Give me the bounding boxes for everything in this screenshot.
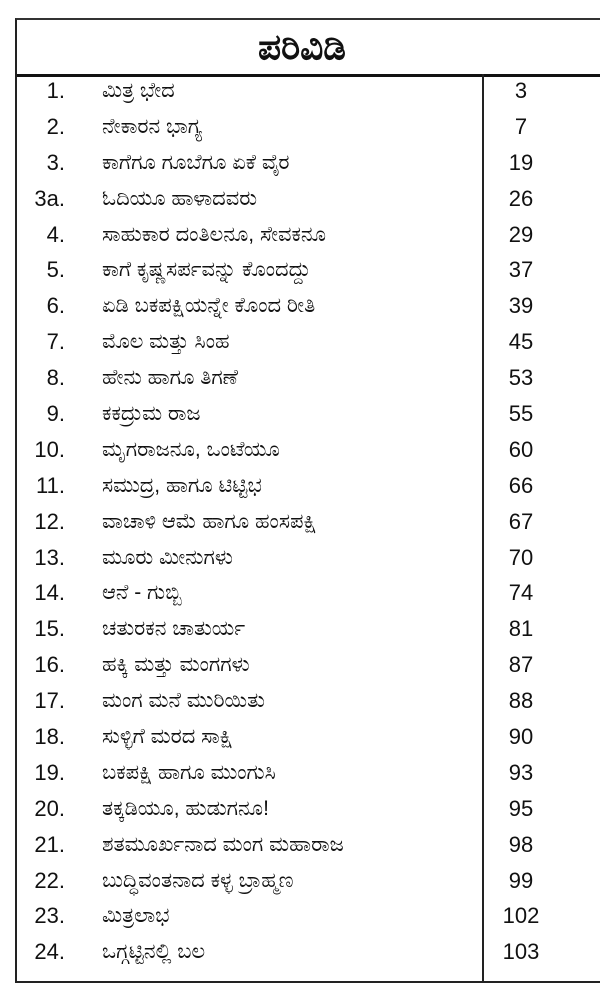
contents-row <box>17 324 600 360</box>
entry-title: ಹಕ್ಕಿ ಮತ್ತು ಮಂಗಗಳು <box>102 653 250 677</box>
contents-row <box>17 934 600 970</box>
contents-row <box>17 647 600 683</box>
entry-page-number: 39 <box>508 293 534 319</box>
entry-number: 4. <box>46 221 65 247</box>
contents-row <box>17 145 600 181</box>
entry-page-number: 66 <box>508 472 534 498</box>
contents-row <box>17 719 600 755</box>
entry-page-number: 99 <box>508 867 534 893</box>
entry-title: ಕಾಗೆ ಕೃಷ್ಣಸರ್ಪವನ್ನು ಕೊಂದದ್ದು <box>102 258 311 282</box>
entry-number: 9. <box>46 401 65 427</box>
entry-number: 7. <box>46 329 65 355</box>
contents-row <box>17 683 600 719</box>
entry-page-number: 3 <box>514 78 528 103</box>
contents-row <box>17 73 600 109</box>
page-title: ಪರಿವಿಡಿ <box>258 26 346 67</box>
entry-page-number: 70 <box>508 544 534 570</box>
contents-row <box>17 898 600 934</box>
entry-page-number: 19 <box>508 149 534 175</box>
entry-number: 13. <box>34 544 65 570</box>
entry-page-number: 53 <box>508 365 534 391</box>
entry-number: 20. <box>34 795 65 821</box>
entry-number: 24. <box>34 939 65 965</box>
entry-number: 10. <box>34 436 65 462</box>
entry-title: ಸಾಹುಕಾರ ದಂತಿಲನೂ, ಸೇವಕನೂ <box>102 222 326 246</box>
entry-number: 3a. <box>34 185 65 211</box>
entry-page-number: 98 <box>508 831 534 857</box>
entry-number: 5. <box>46 257 65 283</box>
contents-row <box>17 288 600 324</box>
contents-row <box>17 504 600 540</box>
contents-row <box>17 432 600 468</box>
entry-number: 18. <box>34 724 65 750</box>
entry-page-number: 95 <box>508 795 534 821</box>
entry-number: 19. <box>34 759 65 785</box>
entry-page-number: 55 <box>508 401 534 427</box>
entry-title: ಸಮುದ್ರ, ಹಾಗೂ ಟಿಟ್ಟಿಭ <box>102 473 262 497</box>
contents-row <box>17 611 600 647</box>
entry-title: ಆನೆ - ಗುಬ್ಬಿ <box>102 581 182 605</box>
entry-number: 22. <box>34 867 65 893</box>
entry-page-number: 37 <box>508 257 534 283</box>
entry-title: ಮೂರು ಮೀನುಗಳು <box>102 545 233 569</box>
entry-number: 11. <box>36 472 65 498</box>
entry-title: ಮಿತ್ರ ಭೇದ <box>102 79 175 102</box>
contents-row <box>17 217 600 253</box>
entry-number: 8. <box>46 365 65 391</box>
entry-page-number: 103 <box>502 939 540 965</box>
entry-title: ಬುದ್ಧಿವಂತನಾದ ಕಳ್ಳ ಬ್ರಾಹ್ಮಣ <box>102 868 294 892</box>
entry-page-number: 60 <box>508 436 534 462</box>
entry-page-number: 93 <box>508 759 534 785</box>
entry-number: 12. <box>34 508 65 534</box>
entry-page-number: 81 <box>508 616 534 642</box>
entry-number: 14. <box>34 580 65 606</box>
entry-title: ಮೊಲ ಮತ್ತು ಸಿಂಹ <box>102 330 230 354</box>
entry-number: 3. <box>46 149 65 175</box>
contents-row <box>17 791 600 827</box>
entry-number: 2. <box>46 113 65 139</box>
entry-page-number: 88 <box>508 688 534 714</box>
entry-page-number: 102 <box>502 903 540 929</box>
entry-number: 1. <box>46 78 65 103</box>
entry-title: ಶತಮೂರ್ಖನಾದ ಮಂಗ ಮಹಾರಾಜ <box>102 832 344 856</box>
entry-title: ಓದಿಯೂ ಹಾಳಾದವರು <box>102 186 258 210</box>
entry-title: ತಕ್ಕಡಿಯೂ, ಹುಡುಗನೂ! <box>102 796 269 820</box>
entry-page-number: 74 <box>508 580 534 606</box>
contents-row <box>17 252 600 288</box>
contents-row <box>17 755 600 791</box>
entry-number: 15. <box>34 616 65 642</box>
entry-title: ಒಗ್ಗಟ್ಟಿನಲ್ಲಿ ಬಲ <box>102 940 206 964</box>
contents-row <box>17 181 600 217</box>
entry-number: 21. <box>34 831 65 857</box>
entry-title: ಚತುರಕನ ಚಾತುರ್ಯ <box>102 617 246 641</box>
contents-row <box>17 468 600 504</box>
entry-page-number: 45 <box>508 329 534 355</box>
entry-title: ಮಂಗ ಮನೆ ಮುರಿಯಿತು <box>102 689 265 713</box>
contents-row <box>17 827 600 863</box>
entry-title: ಬಕಪಕ್ಷಿ ಹಾಗೂ ಮುಂಗುಸಿ <box>102 760 276 784</box>
entry-title: ಮೃಗರಾಜನೂ, ಒಂಟೆಯೂ <box>102 437 280 461</box>
contents-row <box>17 396 600 432</box>
entry-title: ಮಿತ್ರಲಾಭ <box>102 904 170 928</box>
entry-page-number: 29 <box>508 221 534 247</box>
contents-table <box>15 18 600 983</box>
entry-number: 6. <box>46 293 65 319</box>
entry-title: ವಾಚಾಳಿ ಆಮೆ ಹಾಗೂ ಹಂಸಪಕ್ಷಿ <box>102 509 317 533</box>
contents-row <box>17 540 600 576</box>
table-header <box>17 20 600 77</box>
entry-number: 17. <box>34 688 65 714</box>
entry-title: ಹೇನು ಹಾಗೂ ತಿಗಣೆ <box>102 366 238 390</box>
entry-page-number: 67 <box>508 508 534 534</box>
entry-title: ಕಾಗೆಗೂ ಗೂಬೆಗೂ ಏಕೆ ವೈರ <box>102 150 290 174</box>
contents-row <box>17 863 600 899</box>
entry-page-number: 87 <box>508 652 534 678</box>
entry-page-number: 90 <box>508 724 534 750</box>
entry-page-number: 7 <box>514 113 528 139</box>
entry-title: ಕಕದ್ರುಮ ರಾಜ <box>102 402 201 426</box>
contents-row <box>17 575 600 611</box>
entry-number: 16. <box>34 652 65 678</box>
entry-number: 23. <box>34 903 65 929</box>
entry-title: ನೇಕಾರನ ಭಾಗ್ಯ <box>102 114 203 138</box>
contents-row <box>17 360 600 396</box>
entry-title: ಏಡಿ ಬಕಪಕ್ಷಿಯನ್ನೇ ಕೊಂದ ರೀತಿ <box>102 294 316 318</box>
entry-title: ಸುಳ್ಳಿಗೆ ಮರದ ಸಾಕ್ಷಿ <box>102 725 233 749</box>
entry-page-number: 26 <box>508 185 534 211</box>
contents-list <box>17 73 600 970</box>
contents-row <box>17 109 600 145</box>
